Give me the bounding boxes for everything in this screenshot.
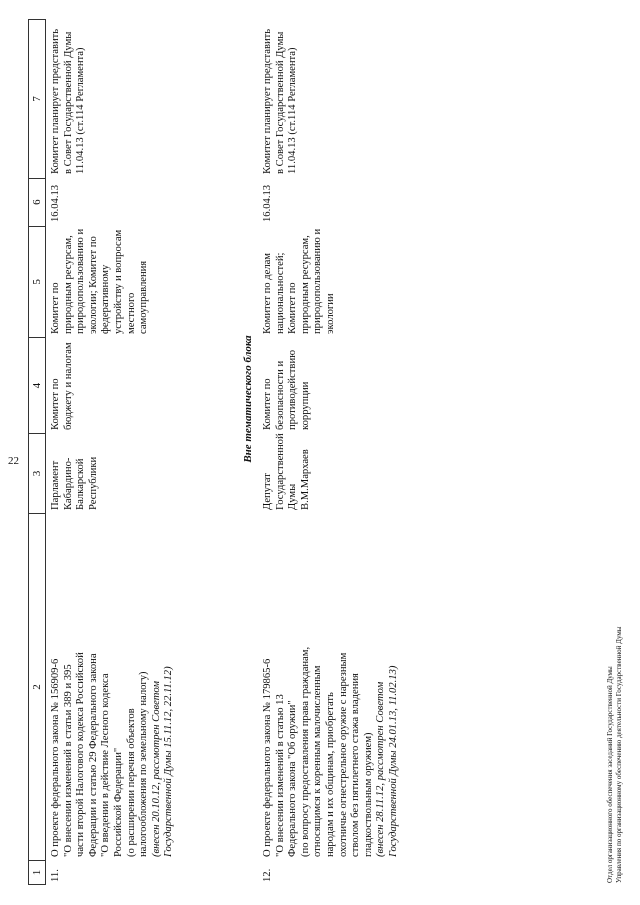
footer-line: Отдел организационного обеспечения заседаний Государственной Думы xyxy=(606,666,614,883)
bill-title-line: О проекте федерального закона № 156909-6 xyxy=(50,658,61,857)
bill-author: Депутат Государственной Думы В.М.Мархаев xyxy=(262,433,311,510)
co-committees: Комитет по делам национальностей; Комитет по природным ресурсам, природопользованию и экологии xyxy=(262,228,336,334)
responsible-committee: Комитет по безопасности и противодействию коррупции xyxy=(262,349,311,430)
date: 16.04.13 xyxy=(262,184,273,222)
bill-title-line: Российской Федерации" xyxy=(112,747,124,857)
row-number: 12. xyxy=(262,868,273,882)
table-row xyxy=(260,19,401,885)
bill-note-line: Государственной Думы 15.11.12, 22.11.12) xyxy=(163,666,175,857)
bill-author: Парламент Кабардино-Балкарской Республики xyxy=(50,456,99,510)
column-number: 7 xyxy=(31,96,43,102)
bill-title-line: "О внесении изменений в статью 13 xyxy=(274,694,286,857)
column-number-row xyxy=(28,19,46,885)
column-number: 5 xyxy=(29,226,45,338)
bill-note-line: Государственной Думы 24.01.13, 11.02.13) xyxy=(387,665,399,857)
co-committees: Комитет по природным ресурсам, природопользованию и экологии; Комитет по федеративному устройству и вопросам местного самоуправления xyxy=(50,228,150,334)
bill-note-line: (внесен 28.11.12, рассмотрен Советом xyxy=(375,681,387,857)
bill-title-line: гладкоствольным оружием) xyxy=(362,732,374,857)
bill-title-line: охотничье огнестрельное оружие с нарезным xyxy=(337,652,349,857)
bill-title-line: народам и их общинам, приобретать xyxy=(324,692,336,857)
bill-title-line: "О введении в действие Лесного кодекса xyxy=(100,673,112,857)
table-row xyxy=(48,19,176,885)
column-number: 6 xyxy=(29,178,45,226)
committee-note: Комитет планирует представить в Совет Государственной Думы 11.04.13 (ст.114 Регламента) xyxy=(262,28,299,174)
bill-title-line: Федерации и статью 29 Федерального закона xyxy=(87,653,99,857)
bill-title-line: налогообложения по земельному налогу) xyxy=(138,671,150,857)
column-number: 1 xyxy=(29,860,45,884)
bill-title-line: стволом без пятилетнего стажа владения xyxy=(350,673,362,857)
responsible-committee: Комитет по бюджету и налогам xyxy=(50,342,74,430)
column-number: 2 xyxy=(29,513,45,860)
bill-title-line: относящимся к коренным малочисленным xyxy=(312,665,324,857)
bill-title-line: части второй Налогового кодекса Российской xyxy=(75,652,87,857)
committee-note: Комитет планирует представить в Совет Государственной Думы 11.04.13 (ст.114 Регламента) xyxy=(50,28,87,174)
column-number: 4 xyxy=(29,337,45,433)
bill-description xyxy=(48,513,176,861)
bill-note-line: (внесен 20.10.12, рассмотрен Советом xyxy=(150,681,162,857)
footer-line: Управления по организационному обеспечению деятельности Государственной Думы xyxy=(615,626,623,883)
page-number: 22 xyxy=(8,455,19,467)
bill-title-line: О проекте федерального закона № 179865-6 xyxy=(262,658,273,857)
column-number: 3 xyxy=(29,433,45,513)
bill-title-line: (о расширении перечня объектов xyxy=(125,708,137,857)
bill-description xyxy=(260,513,401,861)
date: 16.04.13 xyxy=(50,184,61,222)
bill-title-line: "О внесении изменений в статьи 389 и 395 xyxy=(62,664,74,857)
footer xyxy=(606,627,624,883)
bill-title-line: Федерального закона "Об оружии" xyxy=(287,700,299,857)
row-number: 11. xyxy=(50,869,61,882)
document-page xyxy=(20,19,634,885)
section-title: Вне тематического блока xyxy=(242,335,254,463)
bill-title-line: (по вопросу предоставления права гражданам, xyxy=(299,646,311,857)
